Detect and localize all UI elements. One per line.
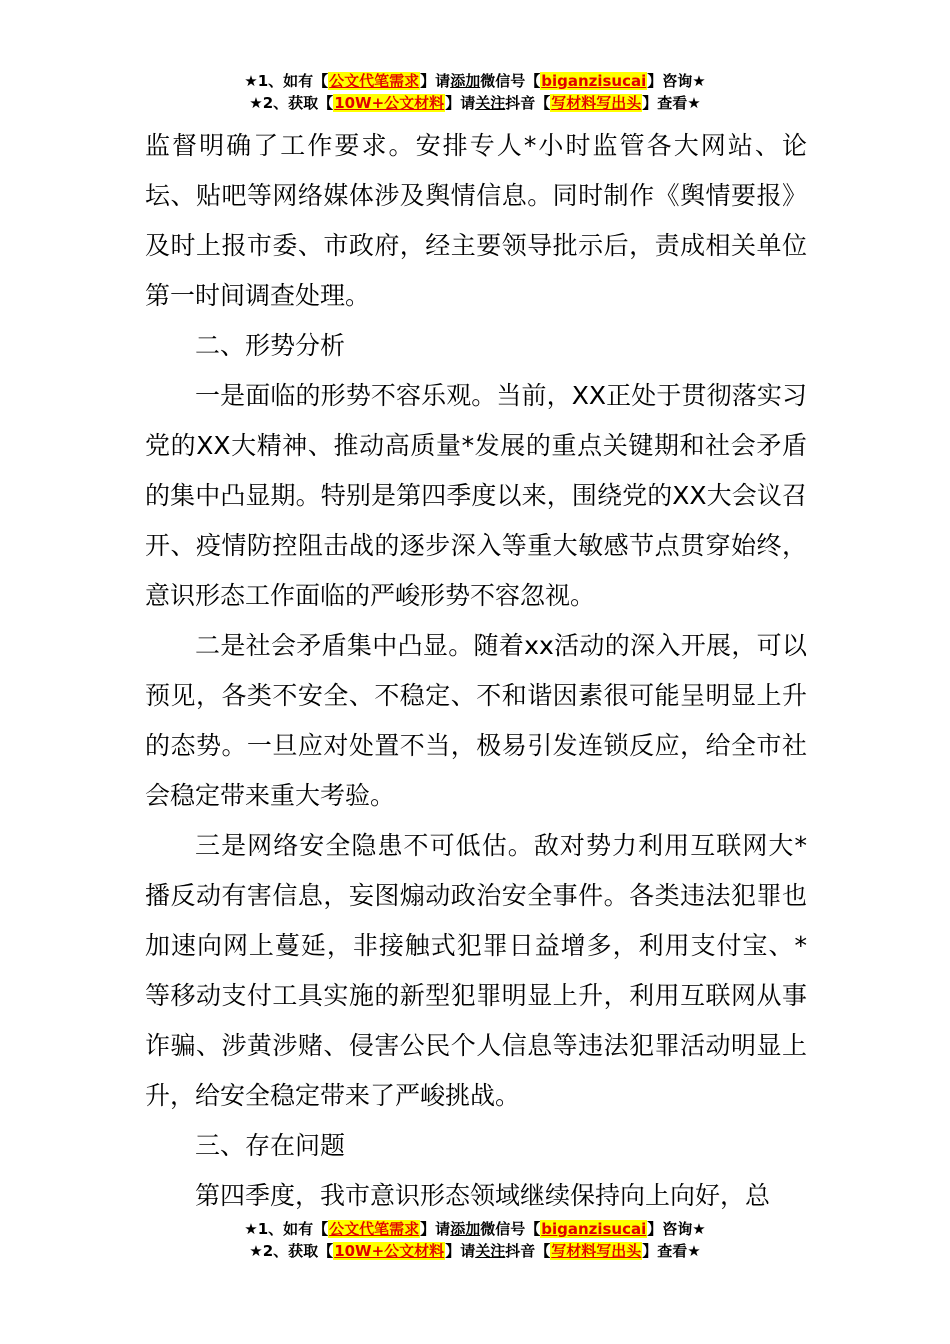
- banner-text: 】查看★: [642, 1242, 701, 1260]
- banner-text: ★2、获取【: [249, 94, 334, 112]
- section-heading-analysis: 二、形势分析: [195, 331, 346, 360]
- banner-douyin-id: 写材料写出头: [551, 94, 642, 112]
- banner-text: ★1、如有【: [244, 1220, 329, 1238]
- banner-text: 微信号【: [480, 1220, 541, 1238]
- banner-text: 】请: [420, 72, 451, 90]
- banner-text: 】请: [445, 1242, 476, 1260]
- banner-underline: 添加: [450, 72, 481, 90]
- banner-text: 】咨询★: [647, 1220, 706, 1238]
- banner-text: 】请: [445, 94, 476, 112]
- banner-text: 微信号【: [480, 72, 541, 90]
- banner-highlight: 公文代笔需求: [329, 72, 420, 90]
- banner-douyin-id: 写材料写出头: [551, 1242, 642, 1260]
- banner-text: 】请: [420, 1220, 451, 1238]
- paragraph-summary: 第四季度，我市意识形态领域继续保持向上向好，总: [195, 1181, 771, 1210]
- banner-underline: 关注: [475, 1242, 506, 1260]
- banner-text: ★1、如有【: [244, 72, 329, 90]
- footer-banner: [0, 1218, 950, 1262]
- banner-line-2: [0, 1240, 950, 1262]
- section-heading-problems: 三、存在问题: [195, 1131, 346, 1160]
- banner-text: 抖音【: [505, 94, 551, 112]
- banner-wechat-id: biganzisucai: [541, 72, 647, 90]
- banner-text: 】咨询★: [647, 72, 706, 90]
- banner-text: 】查看★: [642, 94, 701, 112]
- banner-highlight: 公文代笔需求: [329, 1220, 420, 1238]
- paragraph-social-contradictions: 二是社会矛盾集中凸显。随着xx活动的深入开展，可以预见，各类不安全、不稳定、不和谐因素很可能呈明显上升的态势。一旦应对处置不当，极易引发连锁反应，给全市社会稳定带来重大考验。: [145, 631, 807, 810]
- paragraph-network-security: 三是网络安全隐患不可低估。敌对势力利用互联网大*播反动有害信息，妄图煽动政治安全事件。各类违法犯罪也加速向网上蔓延，非接触式犯罪日益增多，利用支付宝、*等移动支付工具实施的新型犯罪明显上升，利用互联网从事诈骗、涉黄涉赌、侵害公民个人信息等违法犯罪活动明显上升，给安全稳定带来了严峻挑战。: [145, 831, 807, 1110]
- banner-line-1: [0, 70, 950, 92]
- banner-text: ★2、获取【: [249, 1242, 334, 1260]
- banner-line-2: [0, 92, 950, 114]
- banner-wechat-id: biganzisucai: [541, 1220, 647, 1238]
- banner-underline: 关注: [475, 94, 506, 112]
- paragraph-situation: 一是面临的形势不容乐观。当前，XX正处于贯彻落实习党的XX大精神、推动高质量*发展的重点关键期和社会矛盾的集中凸显期。特别是第四季度以来，围绕党的XX大会议召开、疫情防控阻击战的逐步深入等重大敏感节点贯穿始终，意识形态工作面临的严峻形势不容忽视。: [145, 381, 807, 610]
- banner-highlight: 10W+公文材料: [334, 94, 445, 112]
- banner-highlight: 10W+公文材料: [334, 1242, 445, 1260]
- document-body: [145, 121, 807, 1221]
- banner-line-1: [0, 1218, 950, 1240]
- banner-underline: 添加: [450, 1220, 481, 1238]
- header-banner: [0, 70, 950, 114]
- banner-text: 抖音【: [505, 1242, 551, 1260]
- paragraph-continued: 监督明确了工作要求。安排专人*小时监管各大网站、论坛、贴吧等网络媒体涉及舆情信息。同时制作《舆情要报》及时上报市委、市政府，经主要领导批示后，责成相关单位第一时间调查处理。: [145, 131, 807, 310]
